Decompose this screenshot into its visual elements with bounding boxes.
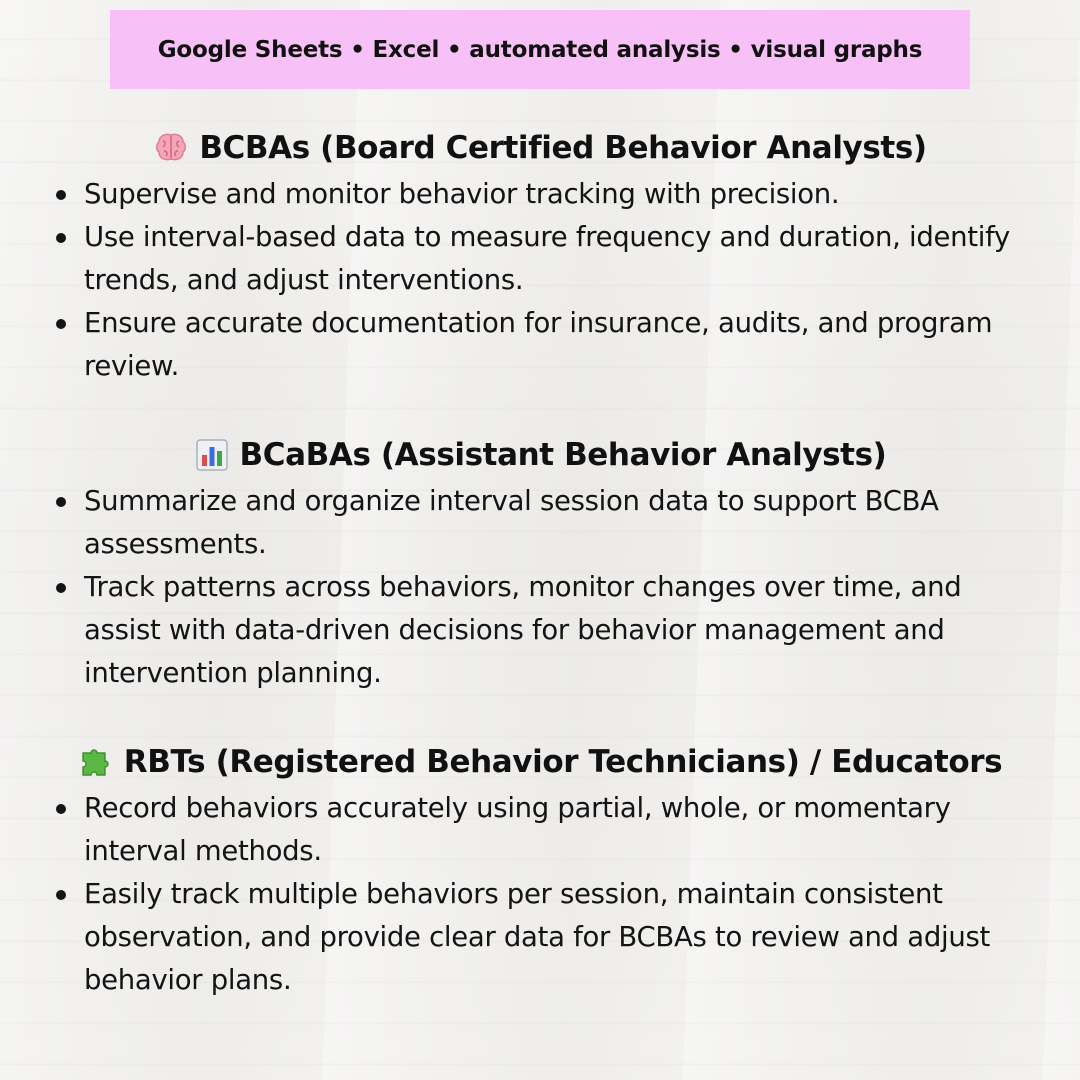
list-item: Easily track multiple behaviors per session, maintain consistent observation, and provide clear data for BCBAs to review and adjust behavior plans. [0, 873, 1080, 1002]
list-item: Track patterns across behaviors, monitor changes over time, and assist with data-driven decisions for behavior management and intervention planning. [0, 566, 1080, 695]
list-item: Ensure accurate documentation for insurance, audits, and program review. [0, 302, 1080, 388]
section-heading-text: BCBAs (Board Certified Behavior Analysts) [199, 130, 927, 166]
banner-text: Google Sheets • Excel • automated analysis • visual graphs [157, 36, 923, 63]
section-bcbas [0, 126, 1080, 388]
bullet-dot [56, 233, 66, 243]
section-bcabas [0, 433, 1080, 695]
banner [110, 10, 970, 89]
list-item: Supervise and monitor behavior tracking with precision. [0, 173, 1080, 216]
section-heading [0, 740, 1080, 784]
bullet-dot [56, 319, 66, 329]
list-item: Use interval-based data to measure frequency and duration, identify trends, and adjust interventions. [0, 216, 1080, 302]
list-item: Summarize and organize interval session data to support BCBA assessments. [0, 480, 1080, 566]
bullet-dot [56, 190, 66, 200]
section-heading-text: RBTs (Registered Behavior Technicians) / Educators [123, 744, 1003, 780]
bullet-list [0, 173, 1080, 388]
section-heading-text: BCaBAs (Assistant Behavior Analysts) [239, 437, 887, 473]
bullet-dot [56, 497, 66, 507]
list-item: Record behaviors accurately using partial, whole, or momentary interval methods. [0, 787, 1080, 873]
bullet-dot [56, 890, 66, 900]
section-rbts [0, 740, 1080, 1002]
brain-icon [153, 130, 189, 166]
bar-chart-icon [194, 437, 230, 473]
section-heading [0, 126, 1080, 170]
bullet-dot [56, 583, 66, 593]
bullet-list [0, 787, 1080, 1002]
bullet-dot [56, 804, 66, 814]
section-heading [0, 433, 1080, 477]
bullet-list [0, 480, 1080, 695]
puzzle-piece-icon [78, 744, 114, 780]
